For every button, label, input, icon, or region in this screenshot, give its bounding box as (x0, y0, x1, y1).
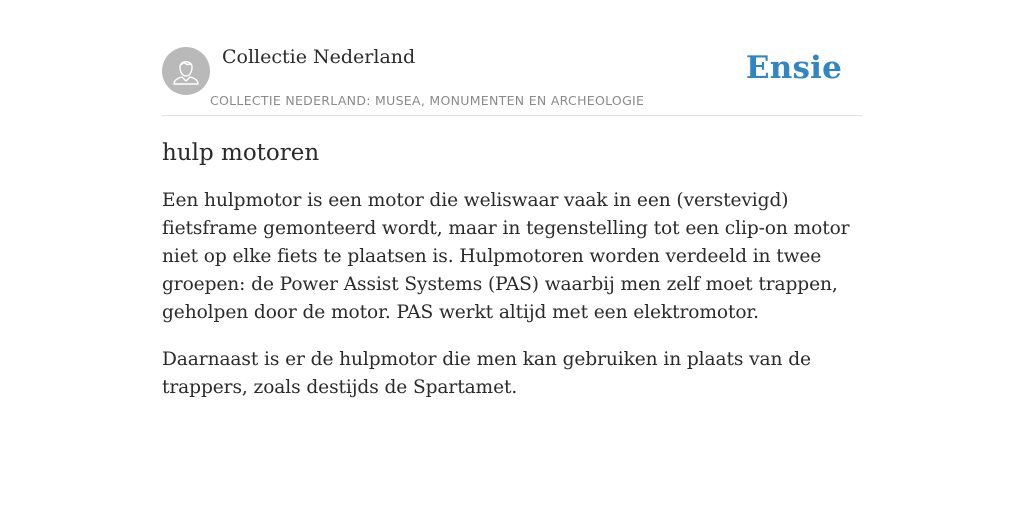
avatar[interactable] (162, 47, 210, 95)
ensie-logo[interactable]: Ensie (745, 50, 842, 86)
article-card (162, 40, 862, 402)
article-header (162, 40, 862, 116)
source-name[interactable]: Collectie Nederland (222, 46, 416, 68)
source-subtitle[interactable]: COLLECTIE NEDERLAND: MUSEA, MONUMENTEN EN ARCHEOLOGIE (210, 93, 645, 108)
article-paragraph-2: Daarnaast is er de hulpmotor die men kan gebruiken in plaats van de trappers, zoals destijds de Spartamet. (162, 349, 811, 398)
article-paragraph-1: Een hulpmotor is een motor die weliswaar vaak in een (verstevigd) fietsframe gemonteerd wordt, maar in tegenstelling tot een clip-on motor niet op elke fiets te plaatsen is. Hulpmotoren worden verdeeld in twee groepen: de Power Assist Systems (PAS) waarbij men zelf moet trappen, geholpen door de motor. PAS werkt altijd met een elektromotor. (162, 190, 850, 323)
article-title: hulp motoren (162, 140, 320, 166)
user-icon (162, 47, 210, 95)
